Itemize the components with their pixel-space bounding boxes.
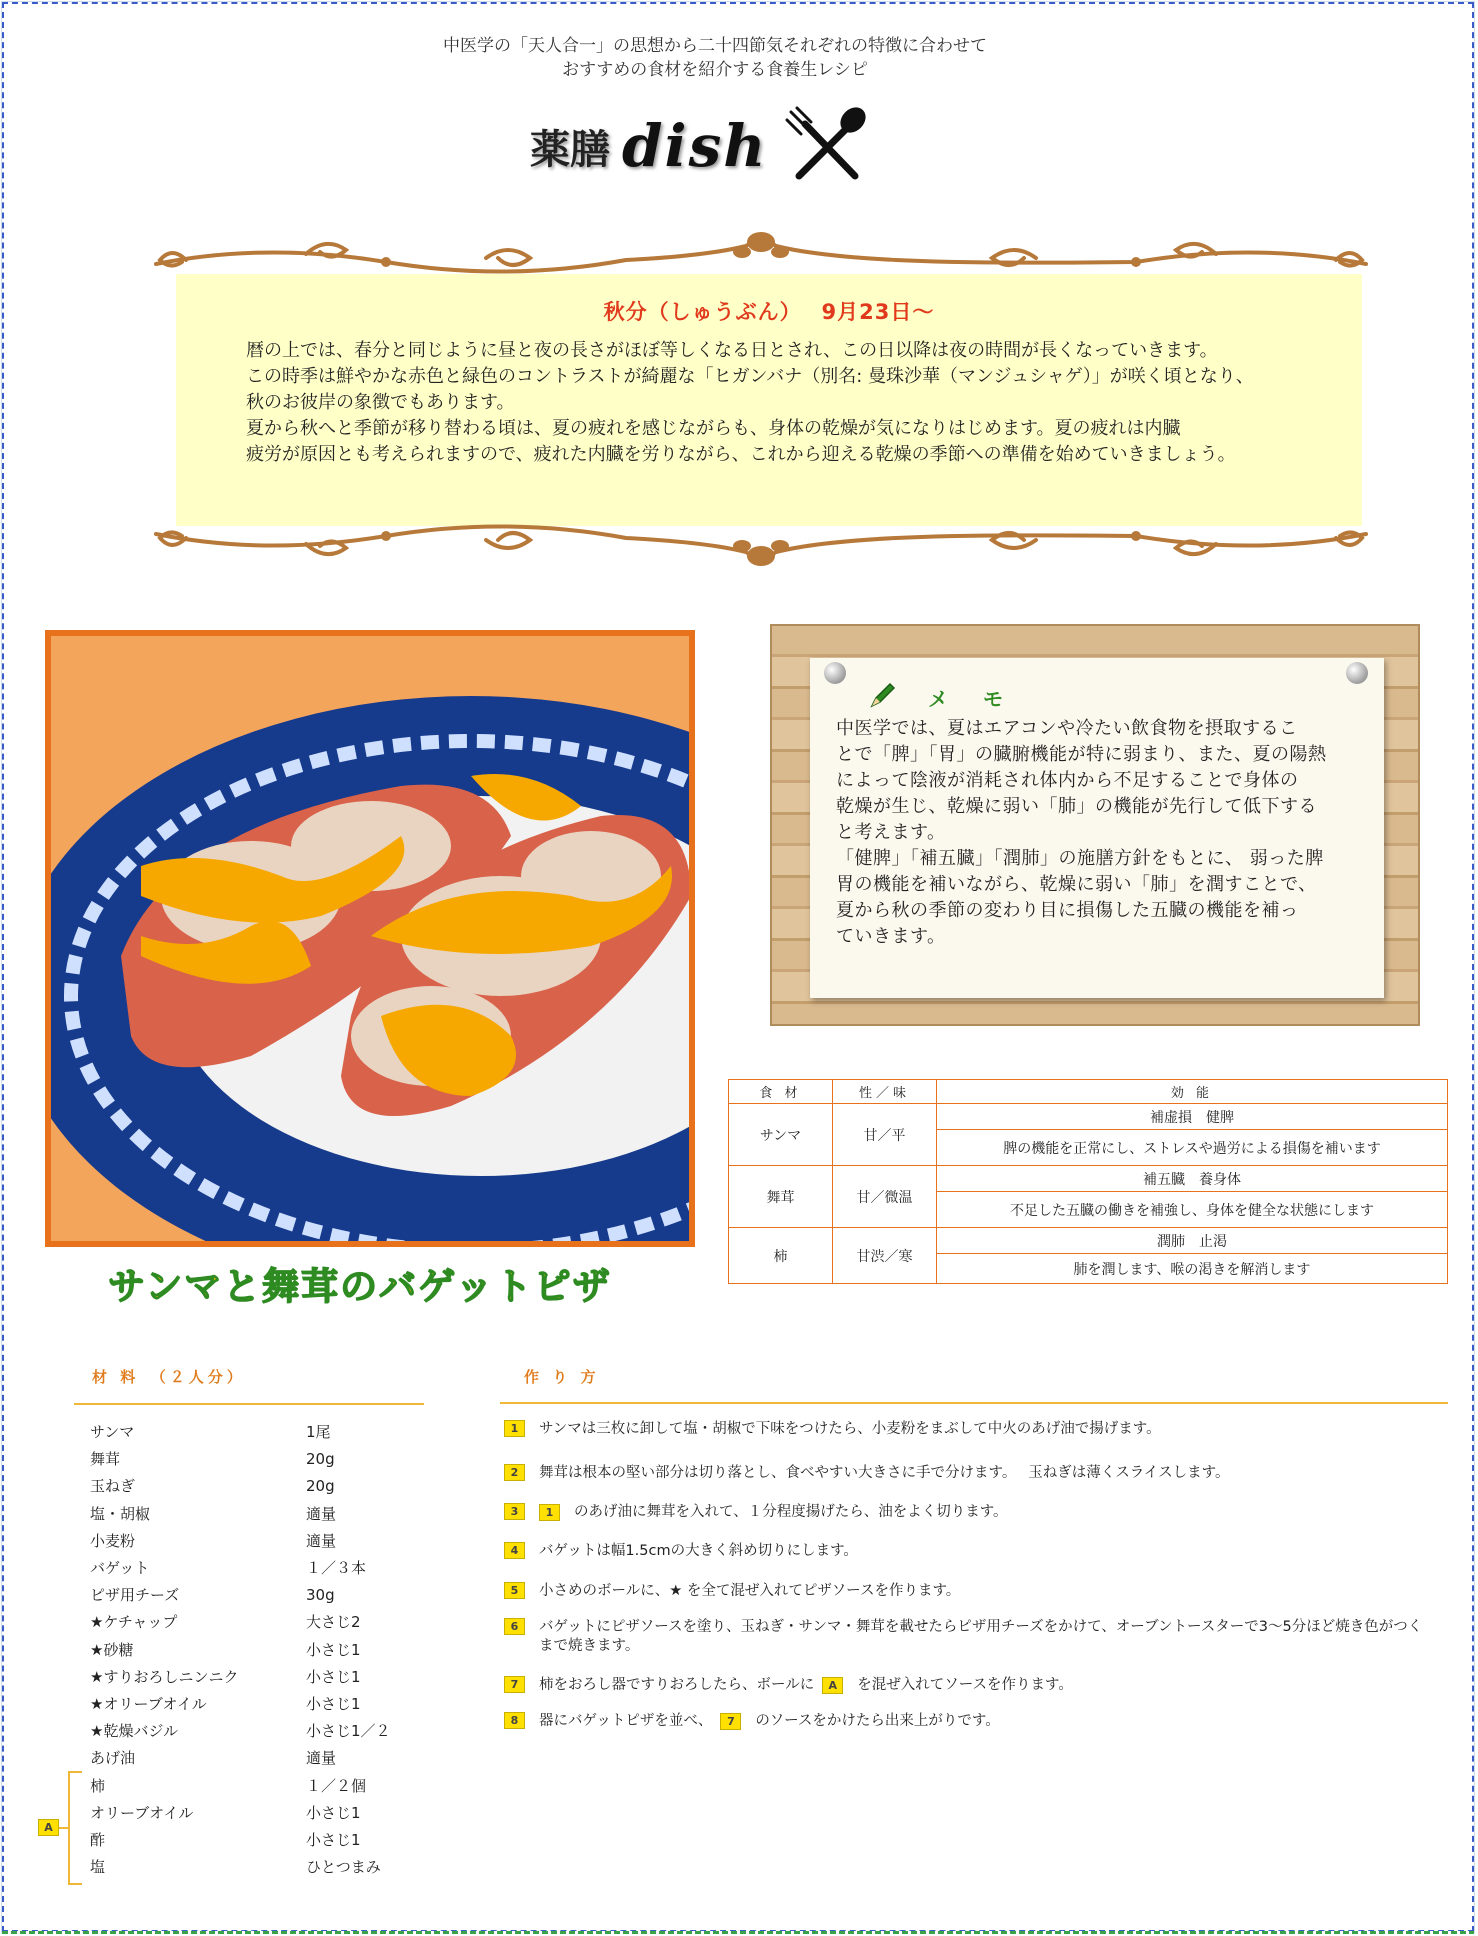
step-text: サンマは三枚に卸して塩・胡椒で下味をつけたら、小麦粉をまぶして中火のあげ油で揚げます。 bbox=[539, 1421, 1161, 1437]
effect-cell: 補五臓 養身体 bbox=[937, 1166, 1448, 1192]
step-number: 2 bbox=[504, 1464, 525, 1481]
ingredient-qty: 大さじ2 bbox=[306, 1613, 361, 1632]
step-text-b: のソースをかけたら出来上がりです。 bbox=[755, 1713, 1000, 1729]
season-line: 秋のお彼岸の象徴でもあります。 bbox=[246, 392, 515, 413]
ingredient-row bbox=[90, 1608, 410, 1635]
dish-title: サンマと舞茸のバゲットピザ bbox=[108, 1265, 612, 1308]
table-row bbox=[729, 1228, 1448, 1254]
ingredient-name: 柿 bbox=[90, 1776, 106, 1795]
column-header: 食 材 bbox=[729, 1080, 833, 1104]
ingredients-heading: 材 料 （２人分） bbox=[92, 1368, 246, 1386]
effect-desc-cell: 不足した五臓の働きを補強し、身体を健全な状態にします bbox=[937, 1192, 1448, 1228]
column-header: 性／味 bbox=[833, 1080, 937, 1104]
pushpin-icon bbox=[1346, 662, 1368, 684]
memo-line: によって陰液が消耗され体内から不足することで身体の bbox=[836, 770, 1299, 791]
ingredient-qty: 小さじ1 bbox=[306, 1640, 361, 1659]
ingredient-name: 玉ねぎ bbox=[90, 1477, 136, 1496]
effect-cell: 補虚損 健脾 bbox=[937, 1104, 1448, 1130]
season-line: 夏から秋へと季節が移り替わる頃は、夏の疲れを感じながらも、身体の乾燥が気になりはじめます。夏の疲れは内臓 bbox=[246, 418, 1181, 439]
season-panel bbox=[146, 228, 1376, 558]
group-bracket bbox=[68, 1771, 82, 1885]
steps-heading: 作 り 方 bbox=[524, 1368, 600, 1386]
ingredient-row bbox=[90, 1554, 410, 1581]
logo-latin: dish bbox=[622, 112, 768, 180]
season-line: この時季は鮮やかな赤色と緑色のコントラストが綺麗な「ヒガンバナ（別名: 曼珠沙華（マンジュシャゲ）」が咲く頃となり、 bbox=[246, 366, 1254, 387]
step-item bbox=[504, 1464, 1229, 1483]
ingredient-name: 塩 bbox=[90, 1858, 106, 1877]
memo-title-text: メ モ bbox=[928, 687, 1017, 711]
memo-line: と考えます。 bbox=[836, 822, 946, 843]
step-item bbox=[504, 1542, 858, 1561]
memo-line: ていきます。 bbox=[836, 926, 946, 947]
ingredient-row bbox=[90, 1418, 410, 1445]
ingredient-name: 舞茸 bbox=[90, 1450, 121, 1469]
table-row bbox=[729, 1104, 1448, 1130]
ingredient-row bbox=[90, 1527, 410, 1554]
ingredient-name: あげ油 bbox=[90, 1749, 136, 1768]
step-number: 5 bbox=[504, 1582, 525, 1599]
season-title: 秋分（しゅうぶん） 9月23日～ bbox=[603, 300, 935, 324]
ingredient-qty: 小さじ1 bbox=[306, 1830, 361, 1849]
ingredient-row bbox=[90, 1472, 410, 1499]
effect-cell: 潤肺 止渇 bbox=[937, 1228, 1448, 1254]
ingredient-qty: 20g bbox=[306, 1449, 335, 1468]
step-text: 小さめのボールに、★ を全て混ぜ入れてピザソースを作ります。 bbox=[539, 1583, 961, 1599]
ingredient-row bbox=[90, 1636, 410, 1663]
step-text bbox=[539, 1676, 1073, 1695]
ingredient-qty: 小さじ1 bbox=[306, 1667, 361, 1686]
memo-body bbox=[836, 716, 1366, 950]
ingredient-name: オリーブオイル bbox=[90, 1803, 194, 1822]
season-body bbox=[246, 338, 1346, 468]
ingredient-qty: 小さじ1／２ bbox=[306, 1722, 391, 1741]
ingredient-name: 酢 bbox=[90, 1830, 106, 1849]
step-item bbox=[504, 1503, 1008, 1522]
step-item bbox=[504, 1676, 1073, 1695]
table-row bbox=[729, 1166, 1448, 1192]
page-border-bottom bbox=[2, 1931, 1474, 1934]
intro-line-2: おすすめの食材を紹介する食養生レシピ bbox=[562, 60, 868, 80]
ingredient-name: ★すりおろしニンニク bbox=[90, 1667, 239, 1686]
memo-title bbox=[868, 680, 1017, 715]
group-a-badge: A bbox=[38, 1819, 59, 1836]
food-cell: 柿 bbox=[729, 1228, 833, 1284]
intro-text bbox=[0, 34, 1430, 82]
step-number: 3 bbox=[504, 1503, 525, 1520]
pencil-icon bbox=[868, 680, 898, 715]
dish-photo bbox=[45, 630, 695, 1247]
memo-line: 中医学では、夏はエアコンや冷たい飲食物を摂取するこ bbox=[836, 718, 1298, 739]
ingredient-name: ★砂糖 bbox=[90, 1640, 134, 1659]
ingredient-row bbox=[90, 1500, 410, 1527]
step-ref-badge: 1 bbox=[539, 1504, 560, 1521]
food-cell: 舞茸 bbox=[729, 1166, 833, 1228]
ingredient-name: バゲット bbox=[90, 1559, 150, 1578]
column-header: 効 能 bbox=[937, 1080, 1448, 1104]
ingredient-qty: 適量 bbox=[306, 1531, 337, 1550]
season-line: 疲労が原因とも考えられますので、疲れた内臓を労りながら、これから迎える乾燥の季節への準備を始めていきましょう。 bbox=[246, 444, 1236, 465]
step-number: 4 bbox=[504, 1542, 525, 1559]
ingredient-row bbox=[90, 1744, 410, 1771]
effects-table bbox=[728, 1079, 1448, 1284]
ingredient-row bbox=[90, 1826, 410, 1853]
ingredient-qty: 適量 bbox=[306, 1504, 337, 1523]
memo-line: とで「脾」「胃」の臓腑機能が特に弱まり、また、夏の陽熱 bbox=[836, 744, 1327, 765]
step-text-a: 柿をおろし器ですりおろしたら、ボールに bbox=[539, 1677, 815, 1693]
memo-line: 「健脾」「補五臓」「潤肺」の施膳方針をもとに、 弱った脾 bbox=[836, 848, 1324, 869]
fork-spoon-icon bbox=[785, 106, 871, 186]
ingredient-row bbox=[90, 1771, 410, 1798]
step-text bbox=[539, 1503, 1008, 1522]
nature-cell: 甘渋／寒 bbox=[833, 1228, 937, 1284]
ingredient-qty: 30g bbox=[306, 1585, 335, 1604]
ingredients-list bbox=[90, 1418, 410, 1880]
step-text-body: のあげ油に舞茸を入れて、１分程度揚げたら、油をよく切ります。 bbox=[574, 1504, 1008, 1520]
ingredient-qty: ひとつまみ bbox=[306, 1858, 381, 1877]
ingredient-row bbox=[90, 1717, 410, 1744]
food-cell: サンマ bbox=[729, 1104, 833, 1166]
ingredient-name: 小麦粉 bbox=[90, 1531, 136, 1550]
ingredient-qty: １／３本 bbox=[306, 1559, 367, 1578]
memo-board bbox=[770, 624, 1420, 1026]
ingredient-name: ★乾燥バジル bbox=[90, 1722, 179, 1741]
step-item bbox=[504, 1618, 1422, 1656]
step-number: 6 bbox=[504, 1618, 525, 1635]
ingredient-qty: 適量 bbox=[306, 1749, 337, 1768]
nature-cell: 甘／平 bbox=[833, 1104, 937, 1166]
ingredient-row bbox=[90, 1853, 410, 1880]
step-text: 舞茸は根本の堅い部分は切り落とし、食べやすい大きさに手で分けます。 玉ねぎは薄くスライスします。 bbox=[539, 1465, 1230, 1481]
ingredient-row bbox=[90, 1690, 410, 1717]
ingredient-name: ★ケチャップ bbox=[90, 1613, 178, 1632]
memo-line: 夏から秋の季節の変わり目に損傷した五臓の機能を補っ bbox=[836, 900, 1299, 921]
ingredient-name: ★オリーブオイル bbox=[90, 1694, 207, 1713]
step-number: 1 bbox=[504, 1420, 525, 1437]
step-ref-badge: 7 bbox=[720, 1713, 741, 1730]
step-text-line: まで焼きます。 bbox=[539, 1638, 640, 1654]
ingredient-name: 塩・胡椒 bbox=[90, 1504, 151, 1523]
ingredient-qty: 小さじ1 bbox=[306, 1803, 361, 1822]
pushpin-icon bbox=[824, 662, 846, 684]
step-text-a: 器にバゲットピザを並べ、 bbox=[539, 1713, 713, 1729]
step-item bbox=[504, 1582, 960, 1601]
ingredient-row bbox=[90, 1445, 410, 1472]
steps-underline bbox=[500, 1402, 1448, 1404]
ingredient-row bbox=[90, 1581, 410, 1608]
ingredient-qty: 20g bbox=[306, 1476, 335, 1495]
ingredient-name: サンマ bbox=[90, 1423, 135, 1442]
effect-desc-cell: 肺を潤します、喉の渇きを解消します bbox=[937, 1254, 1448, 1284]
step-ref-badge: A bbox=[822, 1677, 843, 1694]
ingredients-underline bbox=[74, 1403, 424, 1405]
ingredient-row bbox=[90, 1799, 410, 1826]
ingredient-qty: １／２個 bbox=[306, 1776, 367, 1795]
memo-line: 胃の機能を補いながら、乾燥に弱い「肺」を潤すことで、 bbox=[836, 874, 1317, 895]
ingredient-name: ピザ用チーズ bbox=[90, 1586, 180, 1605]
effect-desc-cell: 脾の機能を正常にし、ストレスや過労による損傷を補います bbox=[937, 1130, 1448, 1166]
step-item bbox=[504, 1712, 1000, 1731]
memo-line: 乾燥が生じ、乾燥に弱い「肺」の機能が先行して低下する bbox=[836, 796, 1317, 817]
ingredient-qty: 小さじ1 bbox=[306, 1694, 361, 1713]
logo-kanji: 薬膳 bbox=[530, 126, 610, 173]
step-text-b: を混ぜ入れてソースを作ります。 bbox=[857, 1677, 1073, 1693]
step-number: 8 bbox=[504, 1712, 525, 1729]
step-text bbox=[539, 1712, 1000, 1731]
intro-line-1: 中医学の「天人合一」の思想から二十四節気それぞれの特徴に合わせて bbox=[443, 36, 987, 56]
bottom-scroll-ornament bbox=[146, 514, 1376, 574]
season-line: 暦の上では、春分と同じように昼と夜の長さがほぼ等しくなる日とされ、この日以降は夜の時間が長くなっていきます。 bbox=[246, 340, 1218, 361]
step-item bbox=[504, 1420, 1161, 1439]
ingredient-row bbox=[90, 1663, 410, 1690]
ingredient-qty: 1尾 bbox=[306, 1423, 331, 1442]
step-text-line: バゲットにピザソースを塗り、玉ねぎ・サンマ・舞茸を載せたらピザ用チーズをかけて、オーブントースターで3～5分ほど焼き色がつく bbox=[539, 1619, 1423, 1635]
step-text bbox=[539, 1618, 1422, 1656]
table-header-row bbox=[729, 1080, 1448, 1104]
step-number: 7 bbox=[504, 1676, 525, 1693]
logo bbox=[530, 106, 871, 186]
nature-cell: 甘／微温 bbox=[833, 1166, 937, 1228]
step-text: バゲットは幅1.5cmの大きく斜め切りにします。 bbox=[539, 1543, 858, 1559]
